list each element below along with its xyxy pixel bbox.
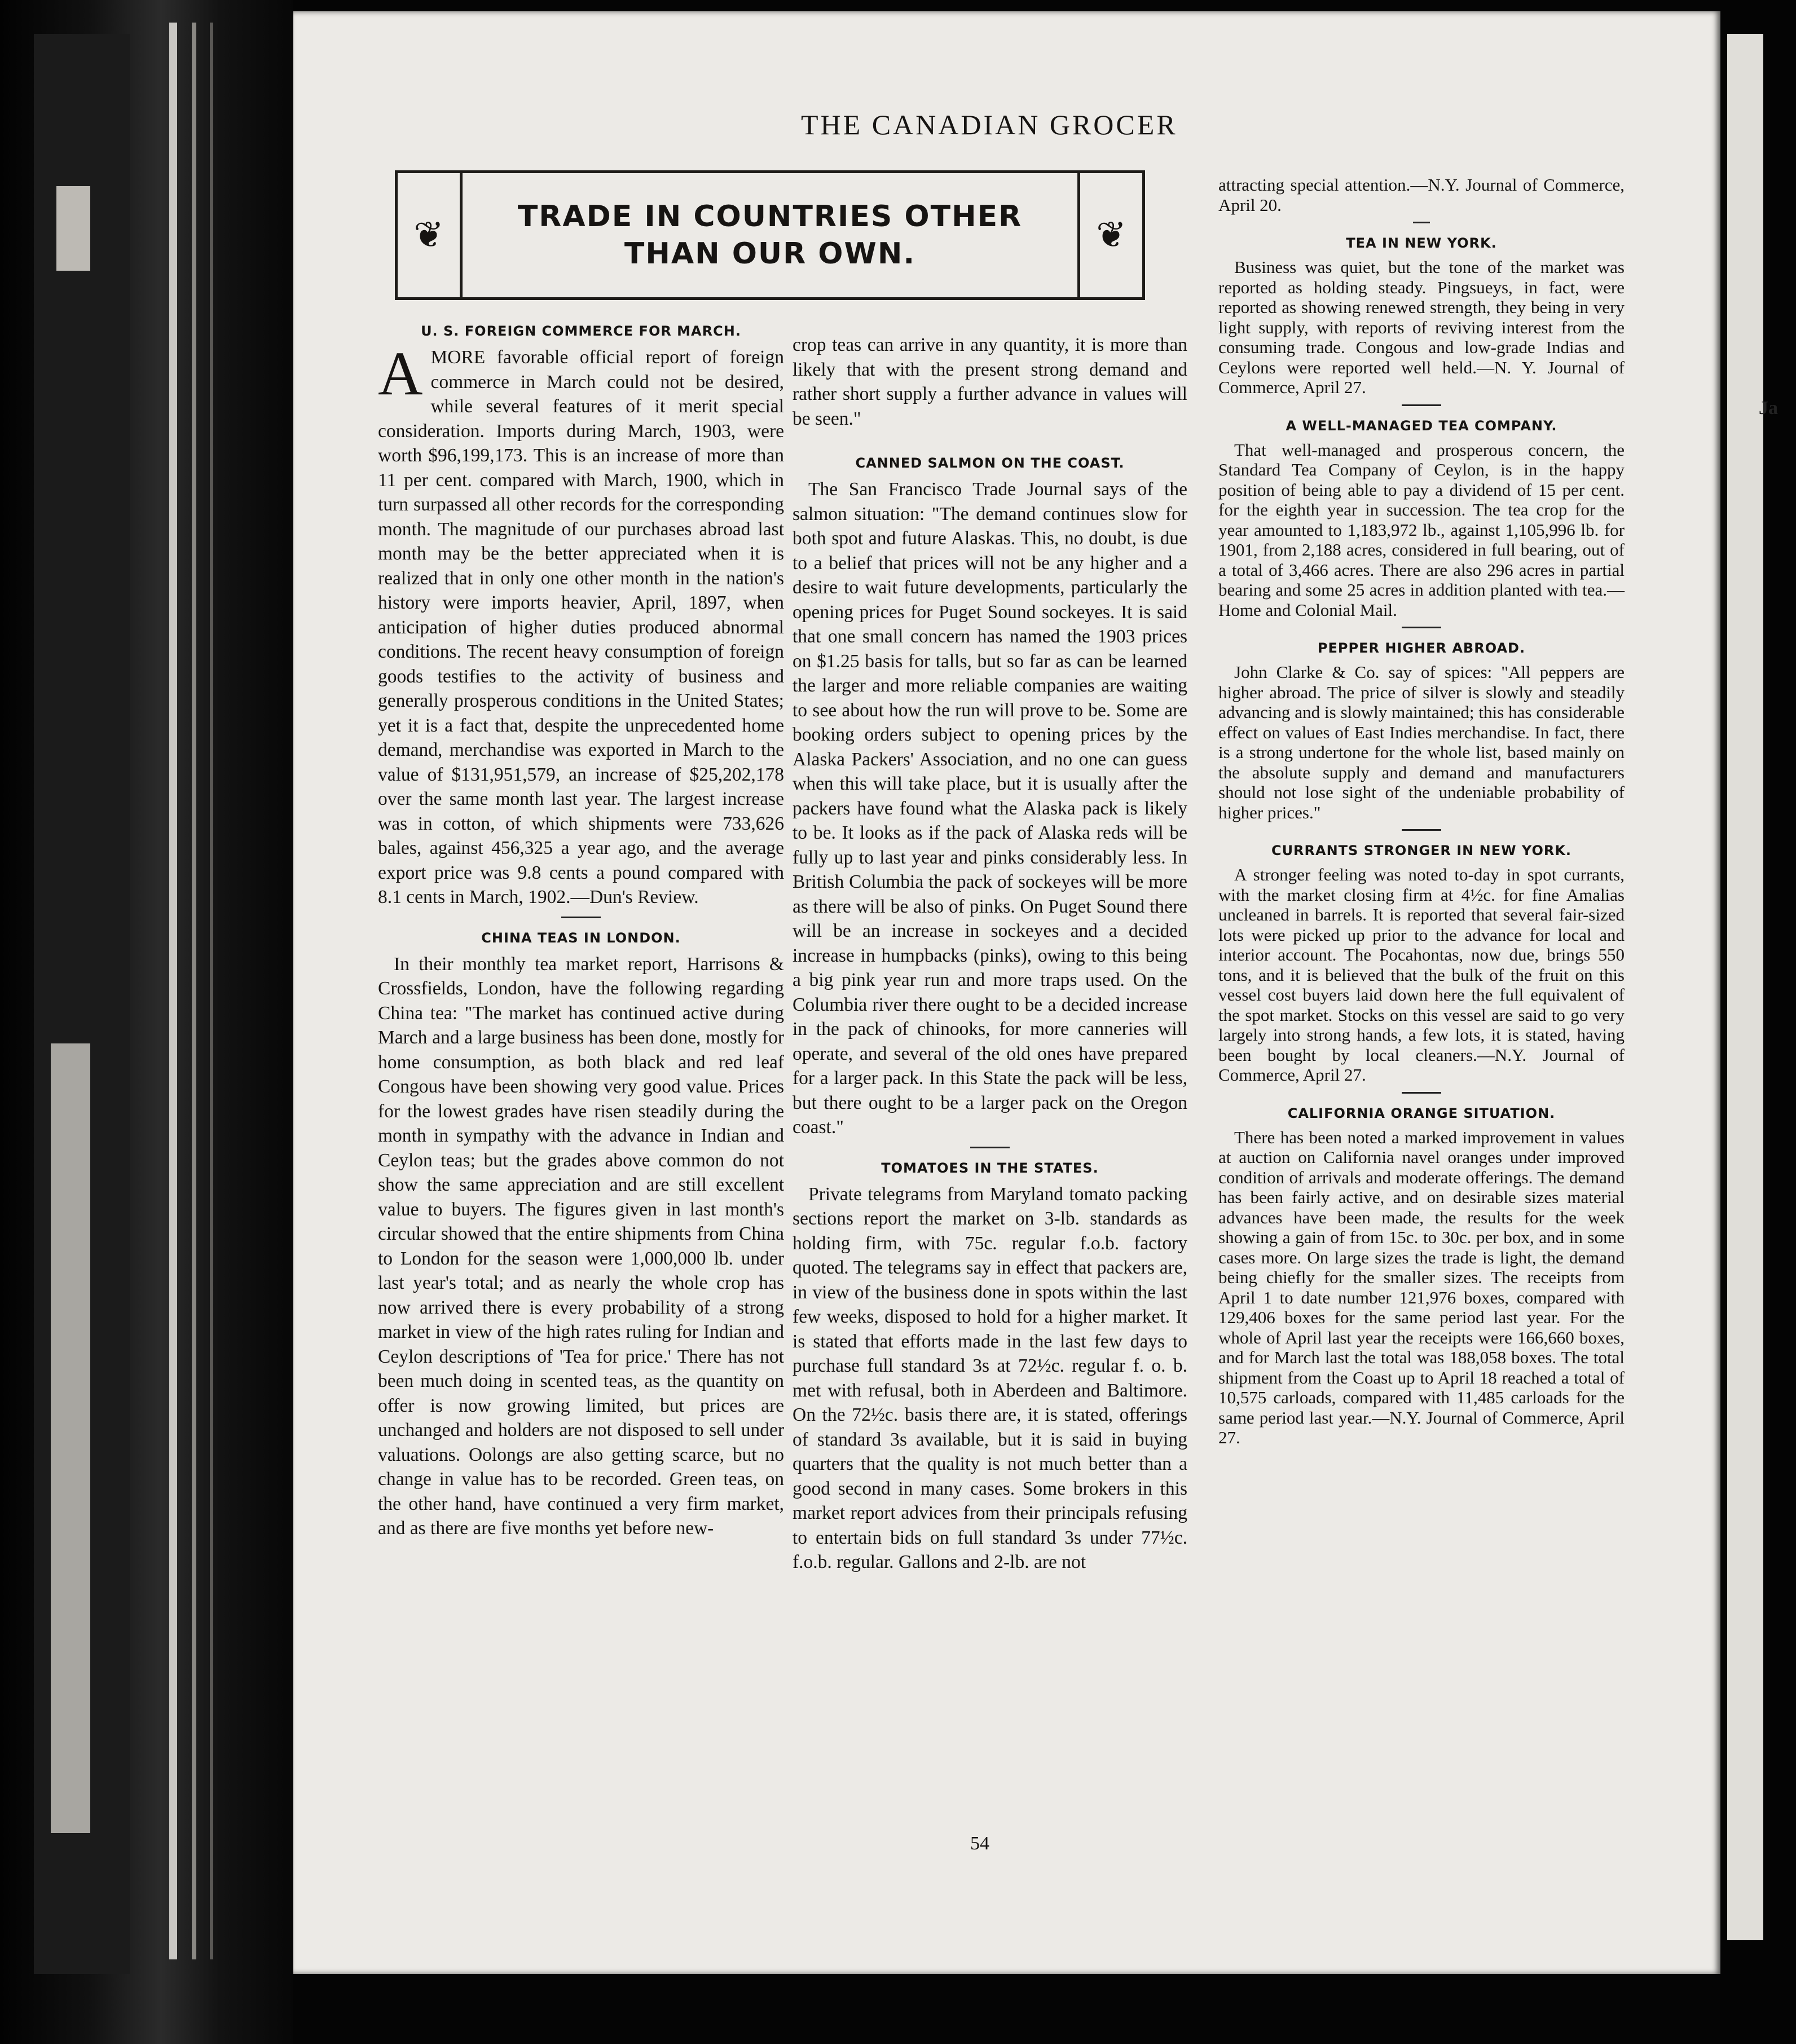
article-continuation: crop teas can arrive in any quantity, it is more than likely that with the present strong demand and rather short supply a further advance in values will be seen." (793, 334, 1187, 429)
headline-tea-company: A WELL-MANAGED TEA COMPANY. (1286, 417, 1557, 434)
headline-canned-salmon: CANNED SALMON ON THE COAST. (855, 455, 1125, 471)
headline-tomatoes: TOMATOES IN THE STATES. (881, 1160, 1099, 1176)
divider-rule (1402, 404, 1441, 406)
divider-rule (1413, 222, 1430, 223)
headline-tea-new-york: TEA IN NEW YORK. (1346, 235, 1497, 251)
article-california-orange: There has been noted a marked improvement in values at auction on California navel oranges under improved condition of arrivals and moderate offerings. The demand has been fairly active, and on desirable sizes material advances have been made, the results for the week showing a gain of from 15c. to 30c. per box, and in some cases more. On large sizes the trade is light, the demand being chiefly for the smaller sizes. The receipts from April 1 to date number 121,976 boxes, compared with 129,406 boxes for the same period last year. For the whole of April last year the receipts were 166,660 boxes, and for March last the total was 188,058 boxes. The total shipment from the Coast up to April 18 reached a total of 10,575 carloads, compared with 11,485 carloads for the same period last year.—N.Y. Journal of Commerce, April 27. (1218, 1127, 1625, 1447)
column-1 (378, 321, 784, 1541)
article-tea-company: That well-managed and prosperous concern, the Standard Tea Company of Ceylon, is in the happy position of being able to pay a dividend of 15 per cent. for the eighth year in succession. The tea crop for the year amounted to 1,183,972 lb., against 1,105,996 lb. for 1901, from 2,188 acres, considered in full bearing, out of a total of 3,466 acres. There are also 296 acres in partial bearing and some 25 acres in addition planted with tea.—Home and Colonial Mail. (1218, 439, 1625, 620)
drop-cap: A (378, 339, 423, 408)
headline-us-foreign-commerce: U. S. FOREIGN COMMERCE FOR MARCH. (421, 323, 741, 339)
article-tomatoes: Private telegrams from Maryland tomato packing sections report the market on 3-lb. standards as holding firm, with 75c. regular f.o.b. factory quoted. The telegrams say in effect that packers are, in view of the business done in spots within the last few weeks, disposed to hold for a higher market. It is stated that efforts made in the last few days to purchase full standard 3s at 72½c. regular f. o. b. met with refusal, both in Aberdeen and Baltimore. On the 72½c. basis there are, it is stated, offerings of standard 3s available, but it is said in buying quarters that the quality is not much better than a good second in many cases. Some brokers in this market report advices from their principals refusing to entertain bids on full standard 3s under 77½c. f.o.b. regular. Gallons and 2-lb. are not (793, 1183, 1187, 1572)
article-us-foreign-commerce (378, 339, 784, 910)
divider-rule (970, 1147, 1010, 1148)
page-number: 54 (970, 1833, 989, 1854)
banner-title: TRADE IN COUNTRIES OTHER THAN OUR OWN. (517, 200, 1023, 271)
banner-frame (460, 173, 1080, 297)
page-edge (169, 23, 177, 1959)
headline-pepper: PEPPER HIGHER ABROAD. (1317, 640, 1526, 656)
article-tea-new-york: Business was quiet, but the tone of the market was reported as holding steady. Pingsueys, in fact, were reported as showing renewed strength, they being in very light supply, with reports of reviving interest from the consuming trade. Congous and low-grade Indias and Ceylons were reported well held.—N. Y. Journal of Commerce, April 27. (1218, 257, 1625, 397)
headline-china-teas: CHINA TEAS IN LONDON. (481, 930, 681, 946)
column-2 (793, 333, 1187, 1575)
divider-rule (561, 917, 601, 918)
margin-mark: Ja (1759, 398, 1778, 419)
article-pepper: John Clarke & Co. say of spices: "All peppers are higher abroad. The price of silver is slowly and steadily advancing and is slowly maintained; this has considerable effect on values of East Indies merchandise. In fact, there is a strong undertone for the whole list, based mainly on the absolute supply and demand and manufacturers should not lose sight of the undeniable probability of higher prices." (1218, 662, 1625, 822)
divider-rule (1402, 627, 1441, 628)
running-head: THE CANADIAN GROCER (801, 109, 1178, 140)
article-currants: A stronger feeling was noted to-day in spot currants, with the market closing firm at 4½c. for fine Amalias uncleaned in barrels. It is reported that several fair-sized lots were picked up prior to the advance for local and interior account. The Pocahontas, now due, brings 550 tons, and it is believed that the bulk of the fruit on this vessel cost buyers laid down here the full equivalent of the spot market. Stocks on this vessel are said to go very largely into strong hands, a few lots, it is stated, having been bought by local cleaners.—N.Y. Journal of Commerce, April 27. (1218, 865, 1625, 1085)
section-banner (395, 170, 1145, 300)
article-china-teas: In their monthly tea market report, Harrisons & Crossfields, London, have the following regarding China tea: "The market has continued active during March and a large business has been done, mostly for home consumption, as both black and red leaf Congous have been showing very good value. Prices for the lowest grades have risen steadily during the month in sympathy with the advance in Indian and Ceylon teas; but the grades above common do not show the same appreciation and are still excellent value to buyers. The figures given in last month's circular showed that the entire shipments from China to London for the season were 1,000,000 lb. under last year's total; and as nearly the whole crop has now arrived there is every probability of a strong market in view of the high rates ruling for Indian and Ceylon descriptions of 'Tea for price.' There has not been much doing in scented teas, as the quantity on offer is now growing limited, but prices are unchanged and holders are not disposed to sell under valuations. Oolongs are also getting scarce, but no change in value has to be recorded. Green teas, on the other hand, have continued a very firm market, and as there are five months yet before new- (378, 953, 784, 1539)
column-3 (1218, 175, 1625, 1448)
article-canned-salmon: The San Francisco Trade Journal says of the salmon situation: "The demand continues slow for both spot and future Alaskas. This, no doubt, is due to a belief that prices will not be any higher and a desire to wait future developments, particularly the opening prices for Puget Sound sockeyes. It is said that one small concern has named the 1903 prices on $1.25 basis for talls, but so far as can be learned the larger and more reliable companies are waiting to see about how the run will prove to be. Some are booking orders subject to opening prices by the Alaska Packers' Association, and no one can guess when this will take place, but it is usually after the packers have found what the Alaska pack is likely to be. It looks as if the pack of Alaska reds will be fully up to last year and pinks considerably less. In British Columbia the pack of sockeyes will be more as there will be also of pinks. On Puget Sound there will be an increase in sockeyes and a decided increase in humpbacks (pinks), owing to this being a big pink year run and more traps used. On the Columbia river there ought to be a decided increase in the pack of chinooks, for more canneries will operate, and several of the old ones have prepared for a larger pack. In this State the pack will be less, but there ought to be a larger pack on the Oregon coast." (793, 479, 1187, 1138)
headline-california-orange: CALIFORNIA ORANGE SITUATION. (1287, 1105, 1556, 1121)
headline-currants: CURRANTS STRONGER IN NEW YORK. (1271, 843, 1572, 858)
next-page-edge (1727, 34, 1763, 1940)
page-edge (210, 23, 213, 1959)
fleuron-right-icon: ❦ (1096, 215, 1126, 255)
divider-rule (1402, 1092, 1441, 1094)
paper-scrap (56, 186, 90, 271)
article-text: MORE favorable official report of foreign commerce in March could not be desired, while several features of it merit special consideration. Imports during March, 1903, were worth $96,199,173. This is an increase of more than 11 per cent. compared with March, 1900, which in turn surpassed all other records for the corresponding month. The magnitude of our purchases abroad last month may be the better appreciated when it is realized that in only one other month in the nation's history were imports heavier, April, 1897, when anticipation of higher duties produced abnormal conditions. The recent heavy consumption of foreign goods testifies to the activity of business and generally prosperous conditions in the United States; yet it is a fact that, despite the unprecedented home demand, merchandise was exported in March to the value of $131,951,579, an increase of $25,202,178 over the same month last year. The largest increase was in cotton, of which shipments were 733,626 bales, against 456,325 a year ago, and the average export price was 9.8 cents a pound compared with 8.1 cents in March, 1902.—Dun's Review. (378, 347, 784, 908)
paper-scrap (51, 1043, 90, 1833)
fleuron-left-icon: ❦ (413, 215, 444, 255)
article-continuation: attracting special attention.—N.Y. Journal of Commerce, April 20. (1218, 175, 1625, 215)
page-edge (192, 23, 196, 1959)
divider-rule (1402, 829, 1441, 831)
